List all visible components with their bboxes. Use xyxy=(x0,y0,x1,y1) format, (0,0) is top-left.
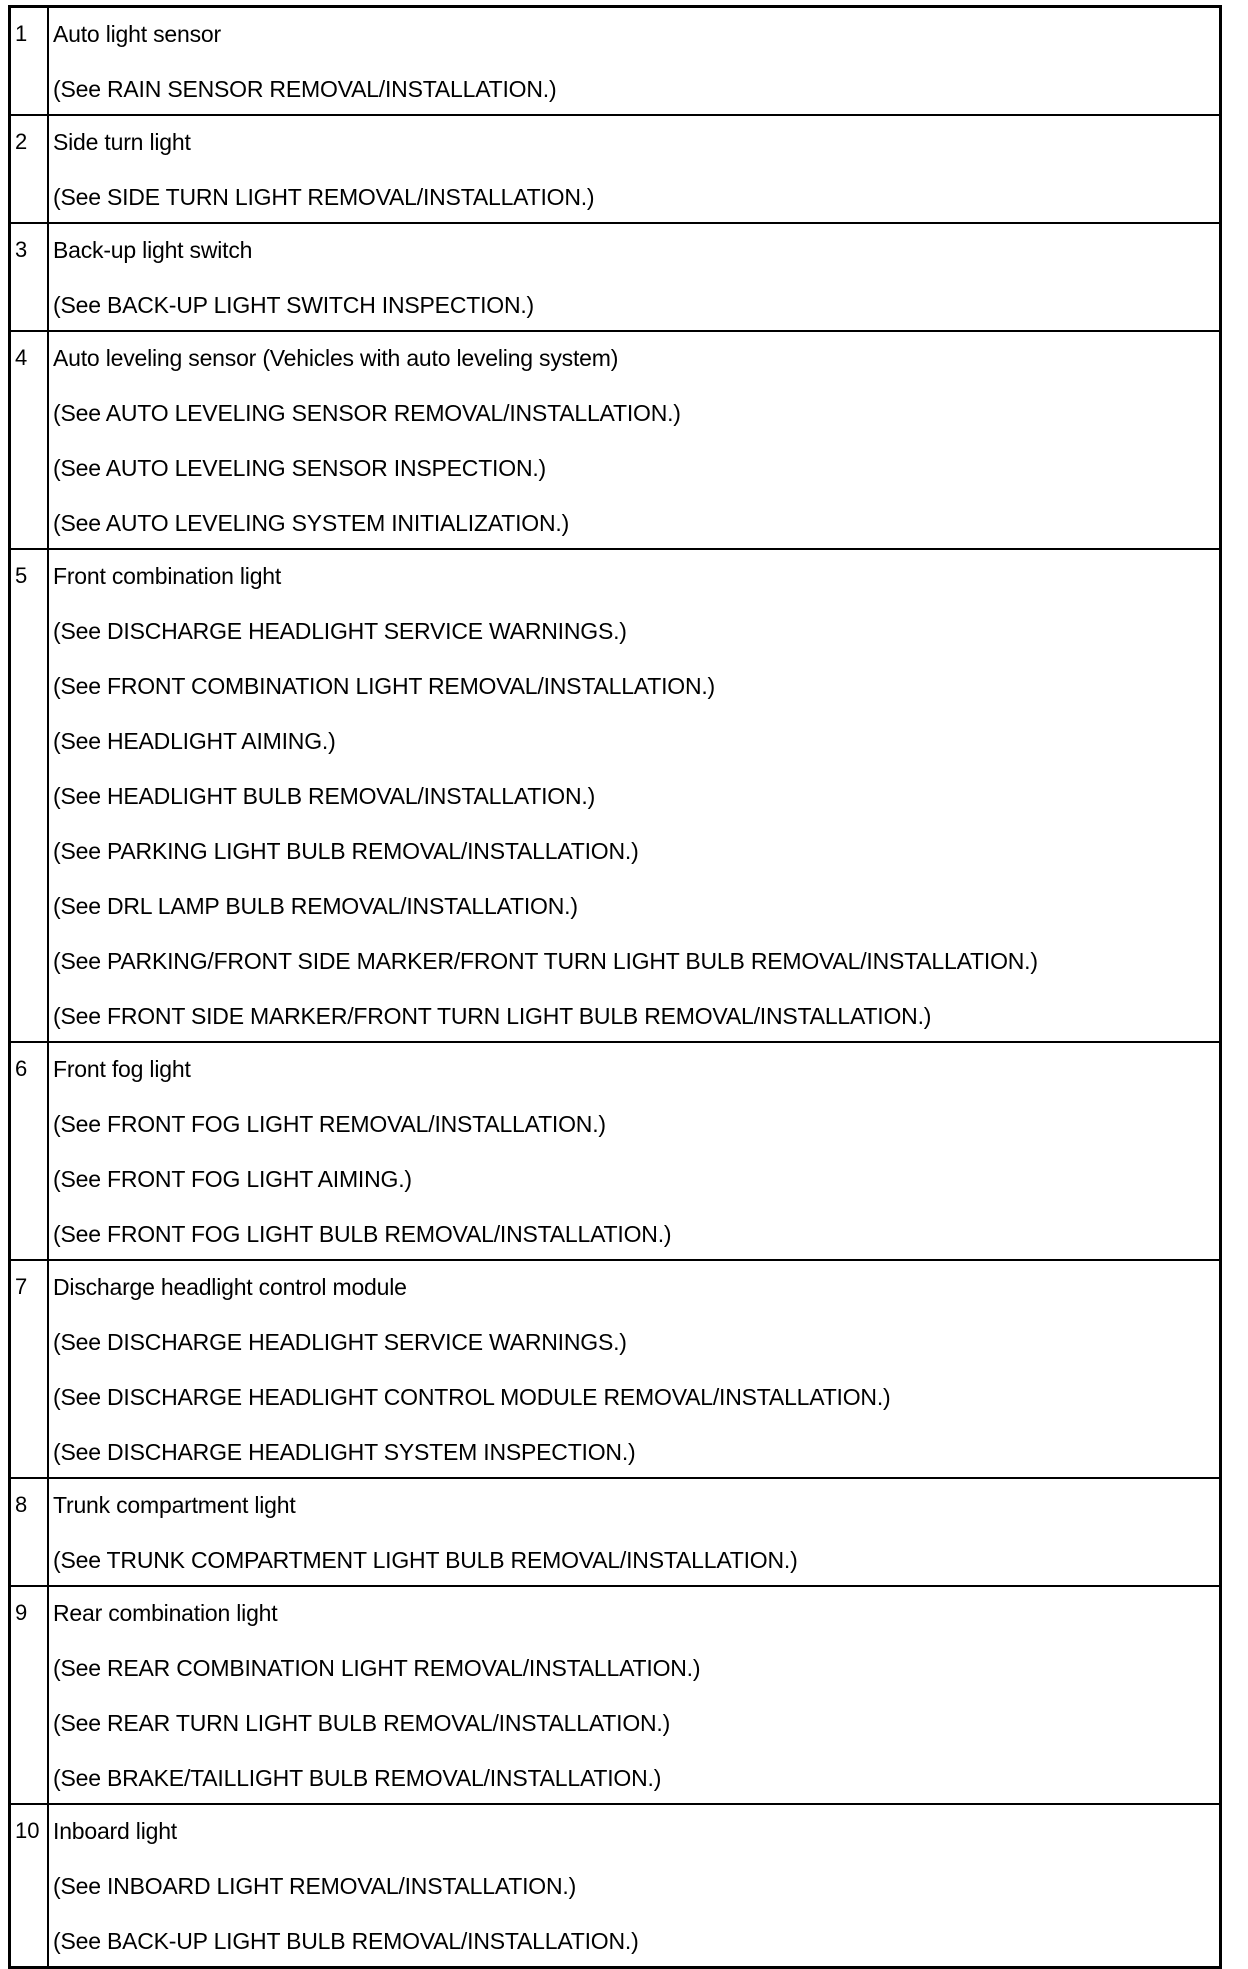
component-number: 3 xyxy=(11,224,49,330)
component-details xyxy=(49,332,1219,548)
component-row xyxy=(11,1477,1219,1585)
component-number: 6 xyxy=(11,1043,49,1259)
procedure-reference: (See BRAKE/TAILLIGHT BULB REMOVAL/INSTALLATION.) xyxy=(53,1765,662,1791)
component-number: 5 xyxy=(11,550,49,1041)
component-details xyxy=(49,1479,1219,1585)
component-name: Discharge headlight control module xyxy=(53,1274,407,1300)
procedure-reference: (See AUTO LEVELING SENSOR REMOVAL/INSTALLATION.) xyxy=(53,400,681,426)
procedure-reference: (See DISCHARGE HEADLIGHT SERVICE WARNINGS.) xyxy=(53,1329,627,1355)
component-row xyxy=(11,8,1219,114)
component-number: 8 xyxy=(11,1479,49,1585)
component-row xyxy=(11,114,1219,222)
procedure-reference: (See RAIN SENSOR REMOVAL/INSTALLATION.) xyxy=(53,76,557,102)
procedure-reference: (See FRONT FOG LIGHT AIMING.) xyxy=(53,1166,412,1192)
component-row xyxy=(11,548,1219,1041)
component-number: 1 xyxy=(11,8,49,114)
procedure-reference: (See DISCHARGE HEADLIGHT SERVICE WARNINGS.) xyxy=(53,618,627,644)
component-row xyxy=(11,330,1219,548)
procedure-reference: (See AUTO LEVELING SYSTEM INITIALIZATION.) xyxy=(53,510,570,536)
procedure-reference: (See FRONT FOG LIGHT REMOVAL/INSTALLATION.) xyxy=(53,1111,606,1137)
component-name: Auto leveling sensor (Vehicles with auto leveling system) xyxy=(53,345,619,371)
procedure-reference: (See PARKING LIGHT BULB REMOVAL/INSTALLATION.) xyxy=(53,838,639,864)
procedure-reference: (See TRUNK COMPARTMENT LIGHT BULB REMOVAL/INSTALLATION.) xyxy=(53,1547,798,1573)
component-number: 4 xyxy=(11,332,49,548)
component-row xyxy=(11,1585,1219,1803)
component-row xyxy=(11,1803,1219,1966)
component-number: 2 xyxy=(11,116,49,222)
component-details xyxy=(49,1805,1219,1966)
component-details xyxy=(49,1043,1219,1259)
component-row xyxy=(11,222,1219,330)
component-details xyxy=(49,1587,1219,1803)
procedure-reference: (See FRONT SIDE MARKER/FRONT TURN LIGHT BULB REMOVAL/INSTALLATION.) xyxy=(53,1003,932,1029)
procedure-reference: (See HEADLIGHT AIMING.) xyxy=(53,728,336,754)
component-name: Back-up light switch xyxy=(53,237,253,263)
component-number: 7 xyxy=(11,1261,49,1477)
procedure-reference: (See SIDE TURN LIGHT REMOVAL/INSTALLATION.) xyxy=(53,184,595,210)
component-name: Front fog light xyxy=(53,1056,191,1082)
component-number: 10 xyxy=(11,1805,49,1966)
component-name: Side turn light xyxy=(53,129,191,155)
component-row xyxy=(11,1259,1219,1477)
component-details xyxy=(49,1261,1219,1477)
component-row xyxy=(11,1041,1219,1259)
component-details xyxy=(49,224,1219,330)
procedure-reference: (See BACK-UP LIGHT BULB REMOVAL/INSTALLATION.) xyxy=(53,1928,639,1954)
procedure-reference: (See FRONT FOG LIGHT BULB REMOVAL/INSTALLATION.) xyxy=(53,1221,672,1247)
procedure-reference: (See INBOARD LIGHT REMOVAL/INSTALLATION.) xyxy=(53,1873,577,1899)
procedure-reference: (See DRL LAMP BULB REMOVAL/INSTALLATION.) xyxy=(53,893,578,919)
component-name: Auto light sensor xyxy=(53,21,221,47)
component-name: Front combination light xyxy=(53,563,282,589)
procedure-reference: (See REAR TURN LIGHT BULB REMOVAL/INSTALLATION.) xyxy=(53,1710,671,1736)
component-details xyxy=(49,550,1219,1041)
procedure-reference: (See BACK-UP LIGHT SWITCH INSPECTION.) xyxy=(53,292,535,318)
procedure-reference: (See AUTO LEVELING SENSOR INSPECTION.) xyxy=(53,455,546,481)
component-reference-table xyxy=(8,5,1222,1969)
procedure-reference: (See DISCHARGE HEADLIGHT SYSTEM INSPECTION.) xyxy=(53,1439,636,1465)
component-rows xyxy=(11,8,1219,1966)
component-name: Rear combination light xyxy=(53,1600,278,1626)
component-name: Trunk compartment light xyxy=(53,1492,296,1518)
component-details xyxy=(49,116,1219,222)
procedure-reference: (See PARKING/FRONT SIDE MARKER/FRONT TURN LIGHT BULB REMOVAL/INSTALLATION.) xyxy=(53,948,1038,974)
procedure-reference: (See REAR COMBINATION LIGHT REMOVAL/INSTALLATION.) xyxy=(53,1655,701,1681)
component-number: 9 xyxy=(11,1587,49,1803)
procedure-reference: (See HEADLIGHT BULB REMOVAL/INSTALLATION.) xyxy=(53,783,596,809)
procedure-reference: (See FRONT COMBINATION LIGHT REMOVAL/INSTALLATION.) xyxy=(53,673,716,699)
component-details xyxy=(49,8,1219,114)
component-name: Inboard light xyxy=(53,1818,177,1844)
procedure-reference: (See DISCHARGE HEADLIGHT CONTROL MODULE REMOVAL/INSTALLATION.) xyxy=(53,1384,891,1410)
